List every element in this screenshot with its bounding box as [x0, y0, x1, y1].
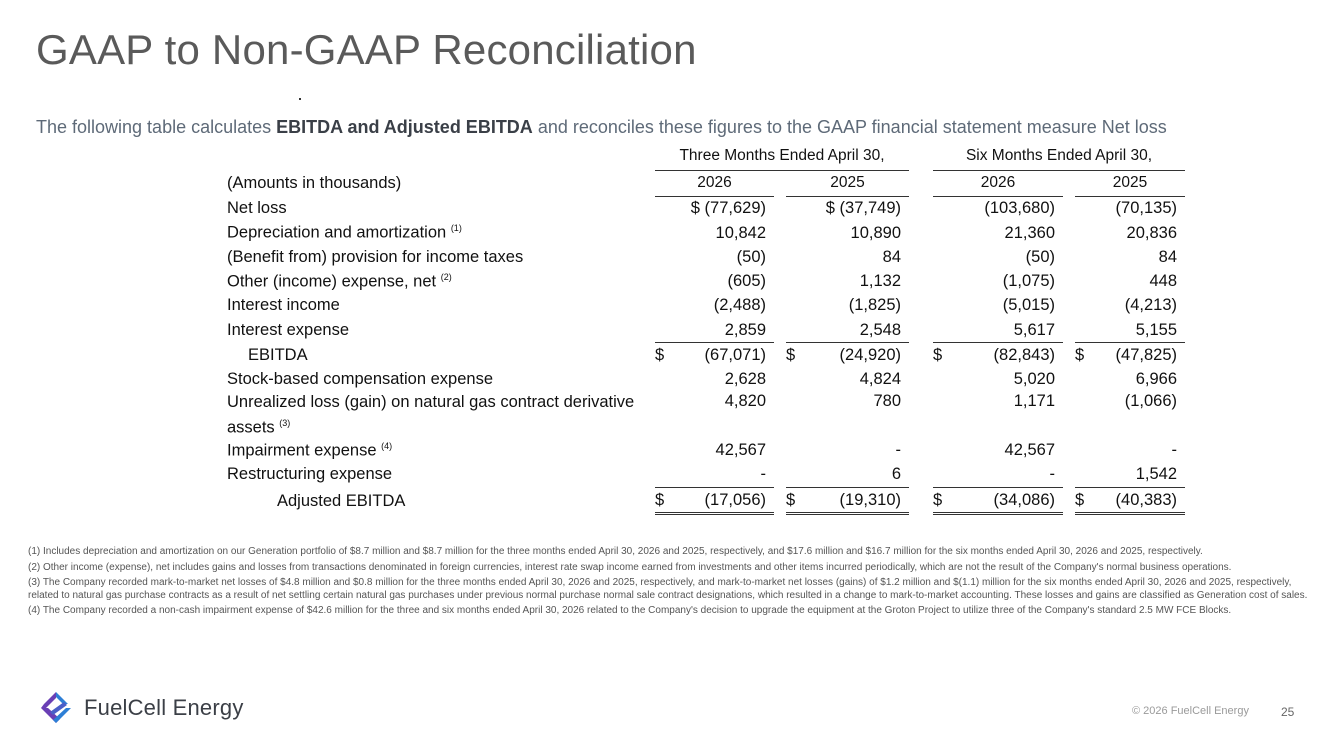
- value-cell: [786, 342, 909, 367]
- value-cell: [786, 197, 909, 221]
- value-text: 1,132: [859, 272, 901, 291]
- value-text: $ (37,749): [825, 199, 901, 218]
- value-text: (1,075): [1002, 272, 1055, 291]
- value-cell: [933, 269, 1063, 293]
- value-cell: [786, 245, 909, 269]
- value-text: 780: [873, 391, 901, 410]
- value-cell: [933, 438, 1063, 462]
- row-label: [222, 221, 655, 245]
- value-cell: [786, 221, 909, 245]
- row-label: [222, 318, 655, 342]
- row-label-text: Stock-based compensation expense: [227, 370, 493, 389]
- row-label-text: Depreciation and amortization: [227, 223, 447, 242]
- value-text: 5,155: [1135, 320, 1177, 339]
- footnote: (2) Other income (expense), net includes gains and losses from transactions denominated in foreign currencies, interest rate swap income earned from investments and other items incurred periodically, which are not the result of the Company's normal business operations.: [28, 561, 1232, 573]
- intro-text-before: The following table calculates: [36, 117, 277, 137]
- value-cell: [1075, 294, 1185, 318]
- table-row: [222, 318, 1185, 342]
- footnote: (4) The Company recorded a non-cash impairment expense of $42.6 million for the three and six months ended April 30, 2026 related to the Company's decision to upgrade the equipment at the Groton Project to utilize three of the Company's standard 2.5 MW FCE Blocks.: [28, 605, 1232, 616]
- value-text: (47,825): [1115, 346, 1177, 365]
- value-cell: [933, 221, 1063, 245]
- table-row: [222, 463, 1185, 487]
- intro-text-bold: EBITDA and Adjusted EBITDA: [276, 117, 533, 137]
- ebitda-row: [222, 342, 1185, 367]
- row-label-text: Unrealized loss (gain) on natural gas contract derivative assets: [227, 392, 635, 437]
- intro-text-after: and reconciles these figures to the GAAP financial statement measure Net loss: [532, 117, 1167, 137]
- value-cell: [1075, 342, 1185, 367]
- value-cell: [1075, 463, 1185, 487]
- intro-paragraph: [36, 117, 1216, 138]
- value-cell: [786, 392, 909, 439]
- value-text: 5,020: [1013, 370, 1055, 389]
- value-cell: [786, 368, 909, 392]
- row-label-text: Restructuring expense: [227, 465, 393, 484]
- value-cell: [655, 487, 774, 515]
- value-cell: [655, 221, 774, 245]
- value-cell: [933, 318, 1063, 342]
- value-cell: [786, 318, 909, 342]
- row-label-text: Net loss: [227, 199, 287, 218]
- currency-symbol: $: [933, 346, 943, 365]
- table-row: [222, 197, 1185, 221]
- year-header: 2026: [933, 170, 1063, 196]
- row-label: [222, 487, 655, 515]
- value-cell: [1075, 245, 1185, 269]
- year-header: 2025: [1075, 170, 1185, 196]
- value-text: 2,859: [724, 320, 766, 339]
- value-text: 6: [891, 465, 901, 484]
- value-cell: [1075, 269, 1185, 293]
- reconciliation-table: [222, 144, 1185, 515]
- value-text: 448: [1149, 272, 1177, 291]
- row-label: [222, 245, 655, 269]
- adjusted-ebitda-row: [222, 487, 1185, 515]
- page-number: 25: [1281, 705, 1295, 719]
- value-cell: [933, 245, 1063, 269]
- currency-symbol: $: [1075, 490, 1085, 509]
- amounts-label: (Amounts in thousands): [227, 173, 402, 192]
- year-header: 2026: [655, 170, 774, 196]
- value-text: (67,071): [704, 346, 766, 365]
- value-text: 1,542: [1135, 465, 1177, 484]
- value-text: 21,360: [1004, 223, 1055, 242]
- copyright-text: © 2026 FuelCell Energy: [1132, 705, 1249, 717]
- currency-symbol: $: [1075, 346, 1085, 365]
- group-header-row: [222, 144, 1185, 170]
- footnotes: [28, 546, 1320, 621]
- value-cell: [786, 438, 909, 462]
- value-text: -: [1049, 465, 1055, 484]
- value-cell: [655, 392, 774, 439]
- value-text: 1,171: [1013, 391, 1055, 410]
- value-text: 10,842: [715, 223, 766, 242]
- value-text: (34,086): [993, 490, 1055, 509]
- table-row: [222, 294, 1185, 318]
- value-text: 84: [1158, 247, 1177, 266]
- year-header-row: [222, 170, 1185, 196]
- row-label: [222, 342, 655, 367]
- value-cell: [933, 463, 1063, 487]
- stray-mark: [299, 98, 301, 100]
- value-cell: [655, 463, 774, 487]
- value-text: (1,066): [1124, 391, 1177, 410]
- value-cell: [1075, 221, 1185, 245]
- table-row: [222, 221, 1185, 245]
- value-cell: [786, 487, 909, 515]
- value-text: (40,383): [1115, 490, 1177, 509]
- value-text: 4,820: [724, 391, 766, 410]
- value-text: 5,617: [1013, 320, 1055, 339]
- footnote: (3) The Company recorded mark-to-market net losses of $4.8 million and $0.8 million for the three months ended April 30, 2026 and 2025, respectively, and mark-to-market net losses (gains) of $1.2 million and $(1.1) million for the six months ended April 30, 2026 and 2025, respectively, related to natural gas purchase contracts as a result of net settling certain natural gas purchases under previous normal purchase normal sale contract designations, which resulted in a change to mark-to-market accounting. These losses and gains are classified as Generation cost of sales.: [28, 577, 1308, 601]
- table-row: [222, 368, 1185, 392]
- value-cell: [655, 245, 774, 269]
- group-header-three-months: Three Months Ended April 30,: [679, 147, 885, 165]
- row-label: [222, 197, 655, 221]
- footnote-marker: (4): [381, 440, 393, 451]
- value-cell: [1075, 487, 1185, 515]
- value-text: (19,310): [839, 490, 901, 509]
- row-label: [222, 368, 655, 392]
- value-text: (82,843): [993, 346, 1055, 365]
- value-text: 6,966: [1135, 370, 1177, 389]
- row-label-text: Other (income) expense, net: [227, 272, 437, 291]
- value-text: -: [1171, 441, 1177, 460]
- row-label-text: Impairment expense: [227, 441, 377, 460]
- value-text: (103,680): [984, 199, 1055, 218]
- row-label-text: Adjusted EBITDA: [277, 491, 406, 510]
- footnote-marker: (2): [440, 271, 452, 282]
- value-text: -: [760, 465, 766, 484]
- currency-symbol: $: [655, 346, 665, 365]
- value-text: 42,567: [1004, 441, 1055, 460]
- value-cell: [655, 318, 774, 342]
- value-cell: [786, 294, 909, 318]
- value-text: 42,567: [715, 441, 766, 460]
- value-cell: [655, 368, 774, 392]
- value-text: 84: [882, 247, 901, 266]
- currency-symbol: $: [933, 490, 943, 509]
- value-text: (5,015): [1002, 296, 1055, 315]
- value-cell: [1075, 318, 1185, 342]
- value-text: (24,920): [839, 346, 901, 365]
- row-label: [222, 269, 655, 293]
- value-text: (1,825): [848, 296, 901, 315]
- footnote: (1) Includes depreciation and amortization on our Generation portfolio of $8.7 million and $8.7 million for the three months ended April 30, 2026 and 2025, respectively, and $17.6 million and $16.7 million for the six months ended April 30, 2026 and 2025, respectively.: [28, 546, 1203, 557]
- value-text: 2,628: [724, 370, 766, 389]
- value-text: (70,135): [1115, 199, 1177, 218]
- table-row: [222, 392, 1185, 439]
- currency-symbol: $: [786, 490, 796, 509]
- value-cell: [933, 294, 1063, 318]
- value-cell: [933, 342, 1063, 367]
- value-cell: [786, 463, 909, 487]
- value-cell: [933, 197, 1063, 221]
- year-header: 2025: [786, 170, 909, 196]
- value-cell: [786, 269, 909, 293]
- row-label-text: EBITDA: [248, 345, 308, 364]
- company-logo: [38, 690, 244, 726]
- value-cell: [655, 342, 774, 367]
- value-cell: [1075, 368, 1185, 392]
- value-cell: [933, 368, 1063, 392]
- value-text: (605): [727, 272, 766, 291]
- value-cell: [655, 294, 774, 318]
- value-cell: [933, 487, 1063, 515]
- row-label: [222, 438, 655, 462]
- currency-symbol: $: [786, 346, 796, 365]
- value-text: (50): [1025, 247, 1055, 266]
- value-cell: [1075, 392, 1185, 439]
- row-label: [222, 294, 655, 318]
- value-text: (50): [736, 247, 766, 266]
- fuelcell-diamond-logo-icon: [38, 690, 74, 726]
- value-text: 4,824: [859, 370, 901, 389]
- table-row: [222, 245, 1185, 269]
- row-label: [222, 463, 655, 487]
- value-cell: [655, 269, 774, 293]
- row-label: [222, 392, 655, 439]
- row-label-text: Interest expense: [227, 320, 349, 339]
- value-cell: [655, 197, 774, 221]
- value-text: (2,488): [713, 296, 766, 315]
- value-cell: [655, 438, 774, 462]
- value-text: 2,548: [859, 320, 901, 339]
- footnote-marker: (1): [450, 223, 462, 234]
- currency-symbol: $: [655, 490, 665, 509]
- value-cell: [933, 392, 1063, 439]
- row-label-text: (Benefit from) provision for income taxes: [227, 247, 524, 266]
- value-cell: [1075, 438, 1185, 462]
- value-cell: [1075, 197, 1185, 221]
- logo-text: FuelCell Energy: [84, 695, 244, 720]
- value-text: (4,213): [1124, 296, 1177, 315]
- row-label-text: Interest income: [227, 296, 340, 315]
- value-text: (17,056): [704, 490, 766, 509]
- page-title: GAAP to Non-GAAP Reconciliation: [36, 26, 697, 73]
- table-row: [222, 438, 1185, 462]
- table-row: [222, 269, 1185, 293]
- value-text: $ (77,629): [690, 199, 766, 218]
- group-header-six-months: Six Months Ended April 30,: [965, 147, 1153, 165]
- footnote-marker: (3): [279, 417, 291, 428]
- value-text: -: [895, 441, 901, 460]
- value-text: 10,890: [850, 223, 901, 242]
- value-text: 20,836: [1126, 223, 1177, 242]
